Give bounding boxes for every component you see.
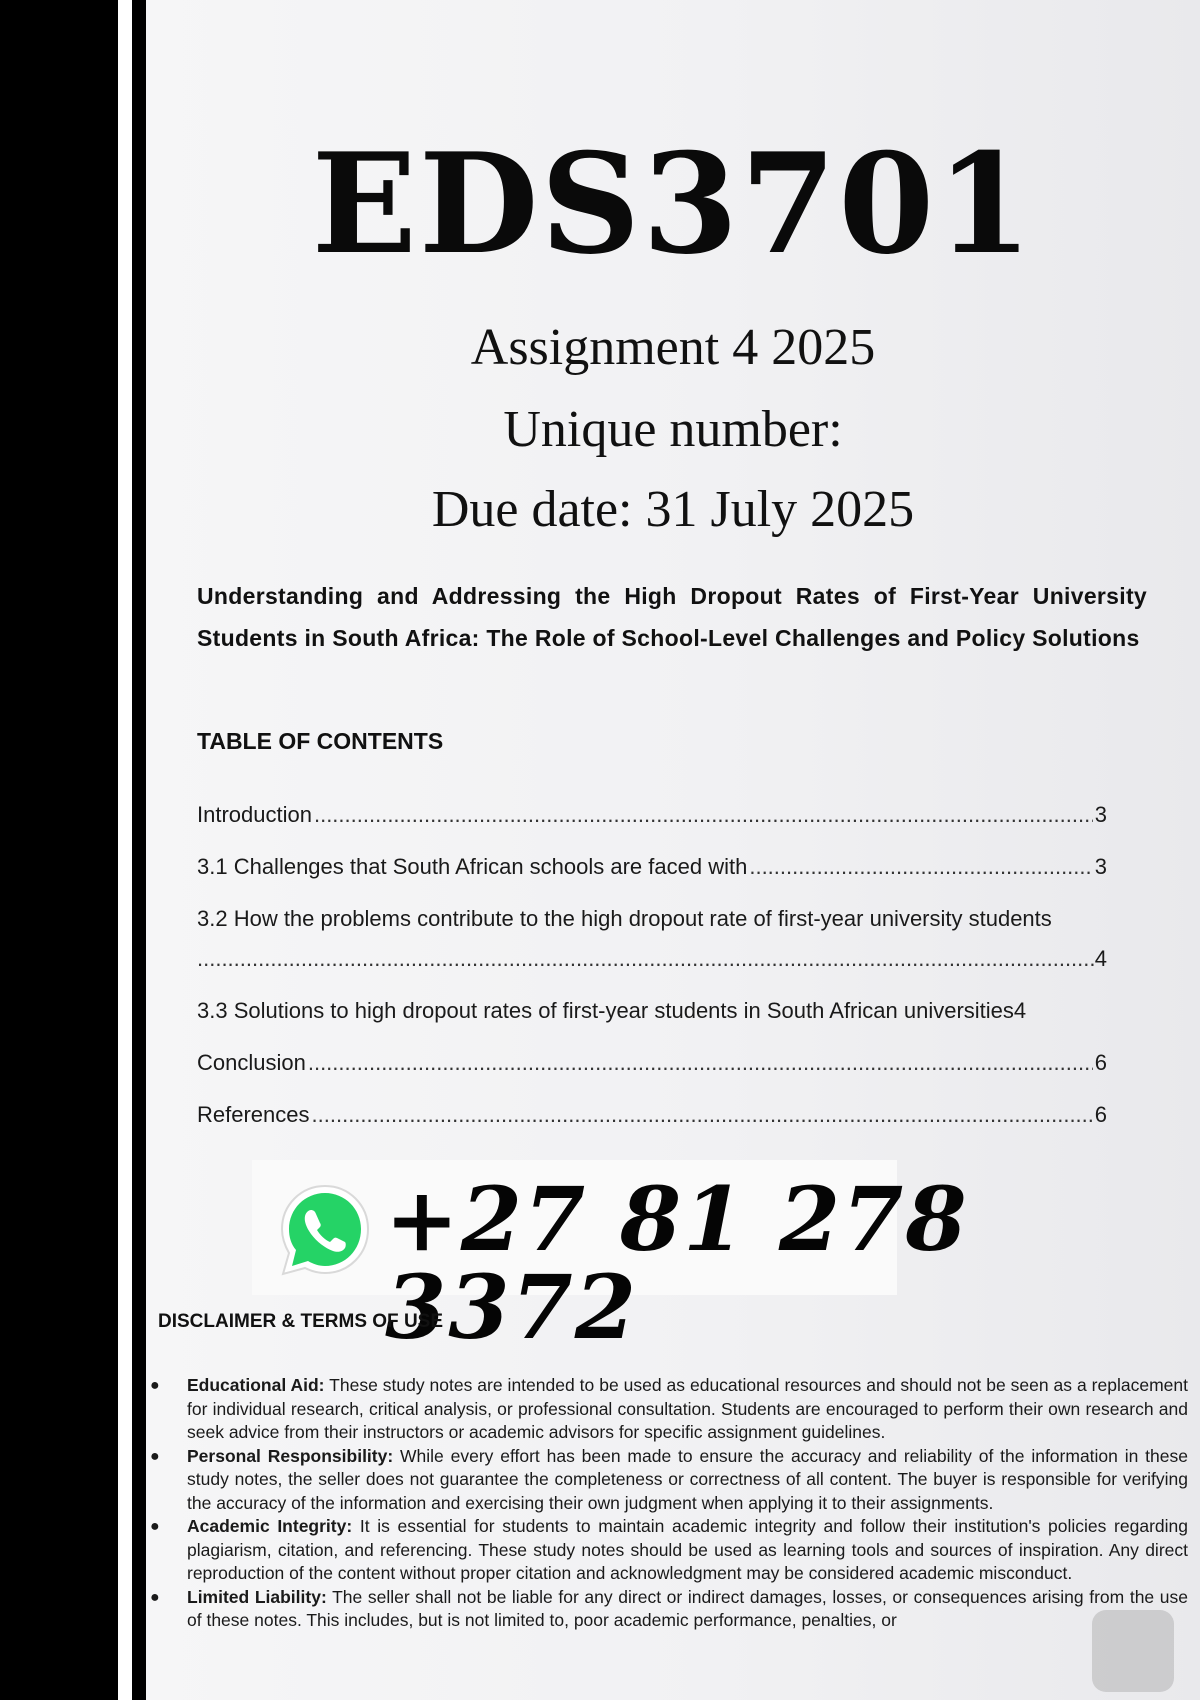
- bullet-icon: ●: [150, 1518, 160, 1535]
- toc-entry-page: 6: [1094, 1102, 1107, 1127]
- toc-leader-dots: [197, 944, 1095, 974]
- toc-leader-dots: [308, 1048, 1093, 1078]
- toc-entry-page: 4: [1094, 946, 1107, 971]
- toc-entry-label: Introduction: [197, 802, 312, 827]
- disclaimer-item-text: It is essential for students to maintain academic integrity and follow their institution's policies regarding plagiarism, citation, and referencing. These study notes should be used as learning tools and sources of inspiration. Any direct reproduction of the content without proper citation and acknowledgment may be considered academic misconduct.: [187, 1516, 1188, 1583]
- list-item: [140, 1374, 1188, 1445]
- toc-heading: TABLE OF CONTENTS: [197, 728, 444, 754]
- toc-entry[interactable]: [197, 1100, 1107, 1152]
- bullet-icon: ●: [150, 1447, 160, 1465]
- toc-leader-dots: [749, 852, 1092, 882]
- toc-entry-page: 3: [1094, 802, 1107, 827]
- toc-entry-label: 3.1 Challenges that South African schools are faced with: [197, 854, 748, 879]
- disclaimer-item-text: These study notes are intended to be used as educational resources and should not be seen as a replacement for individual research, critical analysis, or professional consultation. Students are encouraged to perform their own research and seek advice from their instructors or academic advisors for specific assignment guidelines.: [187, 1375, 1188, 1442]
- table-of-contents: [197, 800, 1107, 1152]
- toc-entry-label: 3.3 Solutions to high dropout rates of first-year students in South African universities: [197, 998, 1014, 1023]
- toc-entry[interactable]: [197, 800, 1107, 852]
- disclaimer-list: [140, 1374, 1188, 1633]
- disclaimer-heading: DISCLAIMER & TERMS OF USE: [158, 1311, 444, 1332]
- bullet-icon: ●: [150, 1377, 160, 1394]
- toc-entry-page: 6: [1094, 1050, 1107, 1075]
- disclaimer-item-label: Limited Liability:: [187, 1586, 327, 1607]
- toc-leader-dots: [312, 1100, 1093, 1130]
- disclaimer-item-label: Academic Integrity:: [187, 1516, 353, 1536]
- document-title: Understanding and Addressing the High Dropout Rates of First-Year University Students in South Africa: The Role of School-Level Challenges and Policy Solutions: [197, 583, 1147, 651]
- toc-entry[interactable]: [197, 852, 1107, 904]
- disclaimer-item-text: The seller shall not be liable for any direct or indirect damages, losses, or consequences arising from the use of these notes. This includes, but is not limited to, poor academic performance, penalties, or: [187, 1586, 1188, 1630]
- disclaimer-item-text: While every effort has been made to ensure the accuracy and reliability of the information in these study notes, the seller does not guarantee the completeness or correctness of all content. The buyer is responsible for verifying the accuracy of the information and exercising their own judgment when applying it to their assignments.: [187, 1445, 1188, 1513]
- toc-entry-label: Conclusion: [197, 1050, 306, 1075]
- list-item: [140, 1445, 1188, 1516]
- toc-entry-page: 4: [1013, 998, 1027, 1023]
- unique-number-line: Unique number:: [503, 401, 843, 458]
- phone-number[interactable]: +27 81 278 3372: [385, 1167, 969, 1359]
- assignment-line: Assignment 4 2025: [470, 319, 876, 376]
- toc-entry[interactable]: [197, 904, 1107, 996]
- disclaimer-item-label: Educational Aid:: [187, 1375, 325, 1395]
- left-binding-gap: [118, 0, 132, 1700]
- list-item: [140, 1586, 1188, 1633]
- due-date-line: Due date: 31 July 2025: [431, 481, 915, 538]
- toc-entry[interactable]: [197, 996, 1107, 1048]
- toc-entry-label: References: [197, 1102, 310, 1127]
- toc-entry-label: 3.2 How the problems contribute to the high dropout rate of first-year university students: [197, 906, 1052, 931]
- toc-leader-dots: [314, 800, 1093, 830]
- watermark-icon: [1092, 1610, 1174, 1692]
- course-code: EDS3701: [311, 122, 1035, 285]
- toc-entry[interactable]: [197, 1048, 1107, 1100]
- list-item: [140, 1515, 1188, 1586]
- disclaimer-item-label: Personal Responsibility:: [187, 1445, 394, 1466]
- bullet-icon: ●: [150, 1588, 160, 1606]
- left-binding-bar: [0, 0, 118, 1700]
- toc-entry-page: 3: [1094, 854, 1107, 879]
- whatsapp-icon[interactable]: [275, 1180, 375, 1280]
